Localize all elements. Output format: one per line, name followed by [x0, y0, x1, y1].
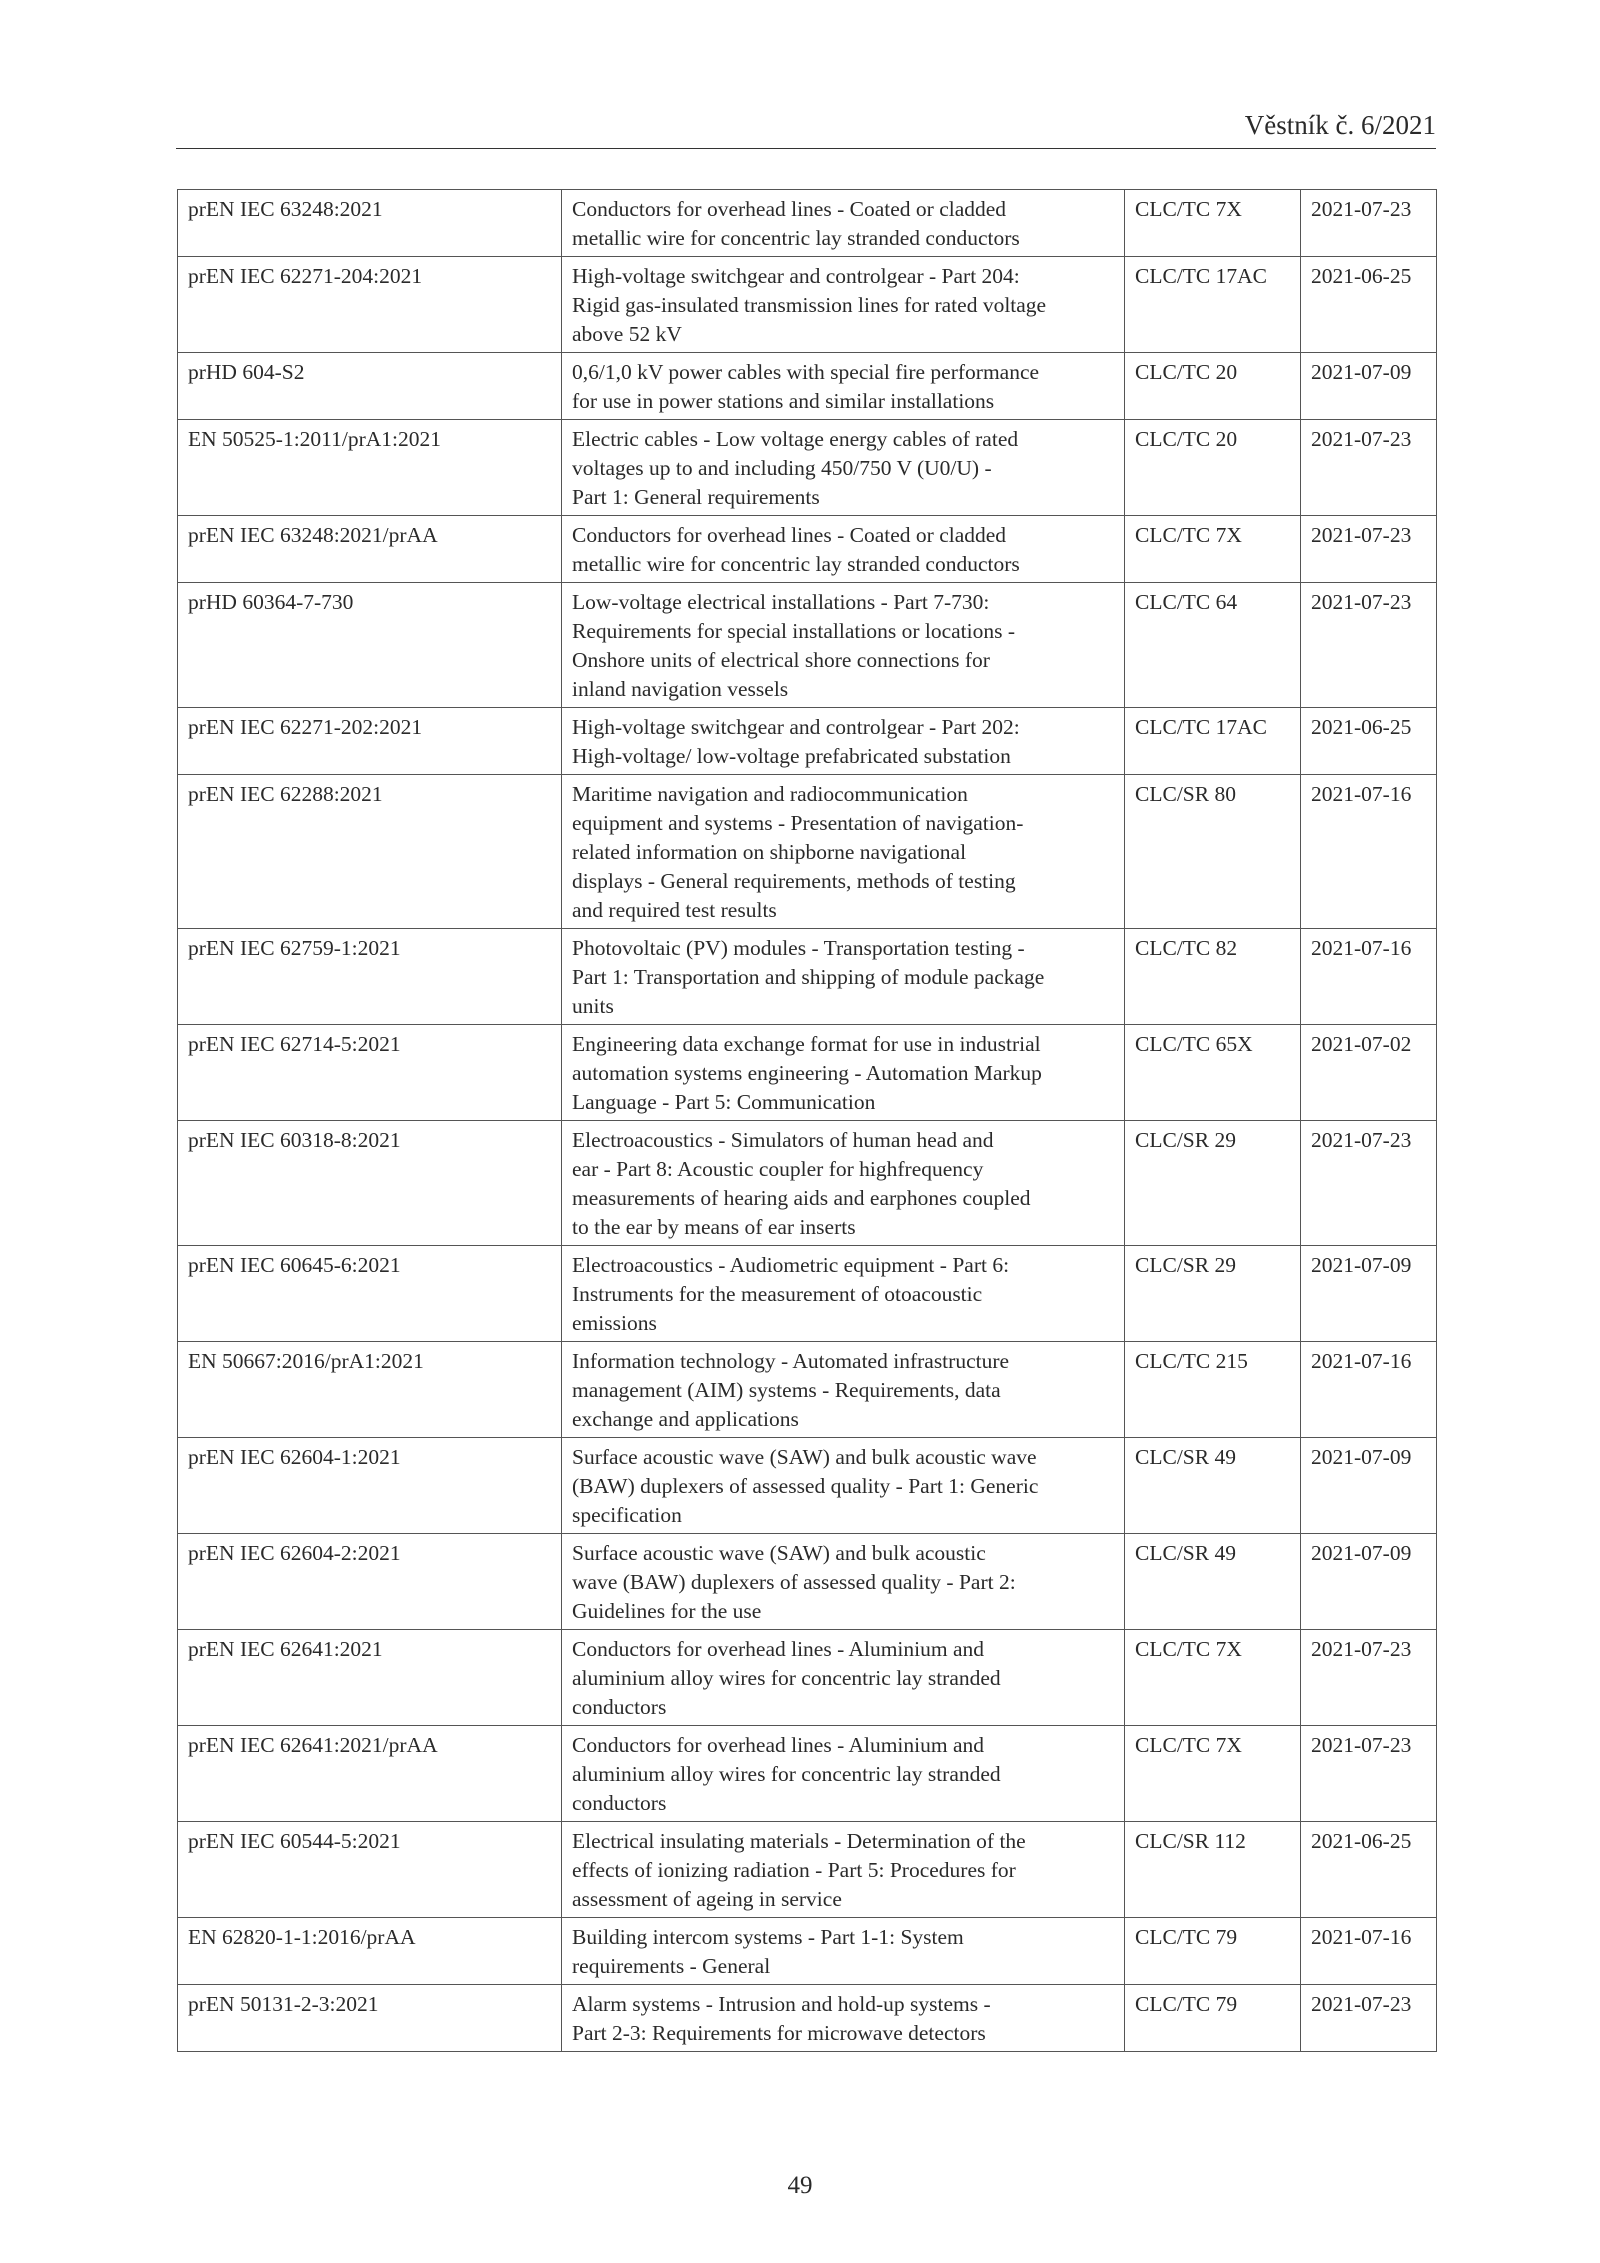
standard-code-cell: prEN IEC 62641:2021/prAA: [178, 1726, 562, 1822]
table-row: [178, 516, 1437, 583]
committee-cell: CLC/TC 7X: [1125, 516, 1301, 583]
standard-title-cell: Conductors for overhead lines - Coated or cladded metallic wire for concentric lay stranded conductors: [562, 190, 1125, 257]
deadline-date-cell: 2021-07-09: [1301, 1246, 1437, 1342]
deadline-date-cell: 2021-07-16: [1301, 1342, 1437, 1438]
deadline-date-cell: 2021-07-23: [1301, 1121, 1437, 1246]
standard-title-cell: Electric cables - Low voltage energy cables of rated voltages up to and including 450/750 V (U0/U) - Part 1: General requirements: [562, 420, 1125, 516]
deadline-date-cell: 2021-07-23: [1301, 516, 1437, 583]
table-row: [178, 929, 1437, 1025]
standard-code-cell: prEN IEC 62759-1:2021: [178, 929, 562, 1025]
committee-cell: CLC/TC 7X: [1125, 190, 1301, 257]
committee-cell: CLC/TC 20: [1125, 420, 1301, 516]
standard-title-cell: Conductors for overhead lines - Aluminium and aluminium alloy wires for concentric lay stranded conductors: [562, 1726, 1125, 1822]
standard-code-cell: prEN IEC 63248:2021: [178, 190, 562, 257]
deadline-date-cell: 2021-07-09: [1301, 1534, 1437, 1630]
table-row: [178, 1438, 1437, 1534]
standard-title-cell: Low-voltage electrical installations - Part 7-730: Requirements for special installations or locations - Onshore units of electrical shore connections for inland navigation vessels: [562, 583, 1125, 708]
committee-cell: CLC/TC 17AC: [1125, 708, 1301, 775]
committee-cell: CLC/TC 7X: [1125, 1630, 1301, 1726]
standard-title-cell: Conductors for overhead lines - Aluminium and aluminium alloy wires for concentric lay stranded conductors: [562, 1630, 1125, 1726]
standard-code-cell: EN 50667:2016/prA1:2021: [178, 1342, 562, 1438]
standard-title-cell: High-voltage switchgear and controlgear - Part 202: High-voltage/ low-voltage prefabricated substation: [562, 708, 1125, 775]
committee-cell: CLC/SR 49: [1125, 1534, 1301, 1630]
standard-title-cell: Maritime navigation and radiocommunication equipment and systems - Presentation of navigation- related information on shipborne navigational displays - General requirements, methods of testing and required test results: [562, 775, 1125, 929]
standard-code-cell: prEN IEC 62271-202:2021: [178, 708, 562, 775]
committee-cell: CLC/TC 64: [1125, 583, 1301, 708]
standard-code-cell: EN 62820-1-1:2016/prAA: [178, 1918, 562, 1985]
page-header: [176, 108, 1436, 149]
table-row: [178, 708, 1437, 775]
standards-table-body: [178, 190, 1437, 2052]
standard-title-cell: Building intercom systems - Part 1-1: System requirements - General: [562, 1918, 1125, 1985]
table-row: [178, 1918, 1437, 1985]
deadline-date-cell: 2021-06-25: [1301, 257, 1437, 353]
deadline-date-cell: 2021-07-23: [1301, 583, 1437, 708]
table-row: [178, 420, 1437, 516]
standard-title-cell: Electrical insulating materials - Determination of the effects of ionizing radiation - Part 5: Procedures for assessment of ageing in service: [562, 1822, 1125, 1918]
deadline-date-cell: 2021-07-02: [1301, 1025, 1437, 1121]
committee-cell: CLC/TC 215: [1125, 1342, 1301, 1438]
deadline-date-cell: 2021-06-25: [1301, 708, 1437, 775]
table-row: [178, 190, 1437, 257]
deadline-date-cell: 2021-07-23: [1301, 1726, 1437, 1822]
committee-cell: CLC/TC 17AC: [1125, 257, 1301, 353]
standard-code-cell: prEN IEC 62271-204:2021: [178, 257, 562, 353]
standard-title-cell: Engineering data exchange format for use in industrial automation systems engineering - Automation Markup Language - Part 5: Communication: [562, 1025, 1125, 1121]
standard-code-cell: prEN IEC 60645-6:2021: [178, 1246, 562, 1342]
standard-code-cell: prEN IEC 60544-5:2021: [178, 1822, 562, 1918]
standard-title-cell: 0,6/1,0 kV power cables with special fire performance for use in power stations and similar installations: [562, 353, 1125, 420]
standard-code-cell: prEN IEC 62641:2021: [178, 1630, 562, 1726]
standard-code-cell: prEN IEC 62714-5:2021: [178, 1025, 562, 1121]
standard-code-cell: prEN IEC 62604-2:2021: [178, 1534, 562, 1630]
table-row: [178, 1342, 1437, 1438]
table-row: [178, 1630, 1437, 1726]
standard-code-cell: EN 50525-1:2011/prA1:2021: [178, 420, 562, 516]
standard-code-cell: prEN IEC 62604-1:2021: [178, 1438, 562, 1534]
committee-cell: CLC/TC 79: [1125, 1918, 1301, 1985]
deadline-date-cell: 2021-07-23: [1301, 1630, 1437, 1726]
journal-issue-title: Věstník č. 6/2021: [1244, 110, 1436, 140]
committee-cell: CLC/TC 65X: [1125, 1025, 1301, 1121]
standard-title-cell: High-voltage switchgear and controlgear - Part 204: Rigid gas-insulated transmission lines for rated voltage above 52 kV: [562, 257, 1125, 353]
table-row: [178, 353, 1437, 420]
committee-cell: CLC/SR 49: [1125, 1438, 1301, 1534]
deadline-date-cell: 2021-07-16: [1301, 1918, 1437, 1985]
standard-title-cell: Alarm systems - Intrusion and hold-up systems - Part 2-3: Requirements for microwave detectors: [562, 1985, 1125, 2052]
standard-title-cell: Surface acoustic wave (SAW) and bulk acoustic wave (BAW) duplexers of assessed quality - Part 2: Guidelines for the use: [562, 1534, 1125, 1630]
standard-code-cell: prEN IEC 62288:2021: [178, 775, 562, 929]
table-row: [178, 583, 1437, 708]
committee-cell: CLC/TC 7X: [1125, 1726, 1301, 1822]
table-row: [178, 257, 1437, 353]
deadline-date-cell: 2021-07-23: [1301, 1985, 1437, 2052]
standard-code-cell: prEN 50131-2-3:2021: [178, 1985, 562, 2052]
standard-code-cell: prHD 604-S2: [178, 353, 562, 420]
table-row: [178, 1726, 1437, 1822]
deadline-date-cell: 2021-07-16: [1301, 929, 1437, 1025]
standard-title-cell: Surface acoustic wave (SAW) and bulk acoustic wave (BAW) duplexers of assessed quality - Part 1: Generic specification: [562, 1438, 1125, 1534]
page-number: 49: [787, 2172, 813, 2199]
deadline-date-cell: 2021-07-09: [1301, 353, 1437, 420]
table-row: [178, 1246, 1437, 1342]
table-row: [178, 775, 1437, 929]
committee-cell: CLC/TC 20: [1125, 353, 1301, 420]
standard-title-cell: Electroacoustics - Simulators of human head and ear - Part 8: Acoustic coupler for highfrequency measurements of hearing aids and earphones coupled to the ear by means of ear inserts: [562, 1121, 1125, 1246]
standards-table: [177, 189, 1437, 2052]
standard-code-cell: prEN IEC 63248:2021/prAA: [178, 516, 562, 583]
deadline-date-cell: 2021-07-09: [1301, 1438, 1437, 1534]
committee-cell: CLC/SR 80: [1125, 775, 1301, 929]
committee-cell: CLC/SR 29: [1125, 1246, 1301, 1342]
standard-title-cell: Electroacoustics - Audiometric equipment - Part 6: Instruments for the measurement of otoacoustic emissions: [562, 1246, 1125, 1342]
deadline-date-cell: 2021-07-23: [1301, 420, 1437, 516]
table-row: [178, 1534, 1437, 1630]
table-row: [178, 1121, 1437, 1246]
deadline-date-cell: 2021-07-23: [1301, 190, 1437, 257]
standard-code-cell: prHD 60364-7-730: [178, 583, 562, 708]
table-row: [178, 1822, 1437, 1918]
standard-title-cell: Conductors for overhead lines - Coated or cladded metallic wire for concentric lay stranded conductors: [562, 516, 1125, 583]
standard-code-cell: prEN IEC 60318-8:2021: [178, 1121, 562, 1246]
committee-cell: CLC/TC 82: [1125, 929, 1301, 1025]
standard-title-cell: Photovoltaic (PV) modules - Transportation testing - Part 1: Transportation and shipping of module package units: [562, 929, 1125, 1025]
standard-title-cell: Information technology - Automated infrastructure management (AIM) systems - Requirements, data exchange and applications: [562, 1342, 1125, 1438]
table-row: [178, 1985, 1437, 2052]
committee-cell: CLC/TC 79: [1125, 1985, 1301, 2052]
deadline-date-cell: 2021-06-25: [1301, 1822, 1437, 1918]
deadline-date-cell: 2021-07-16: [1301, 775, 1437, 929]
committee-cell: CLC/SR 29: [1125, 1121, 1301, 1246]
committee-cell: CLC/SR 112: [1125, 1822, 1301, 1918]
table-row: [178, 1025, 1437, 1121]
